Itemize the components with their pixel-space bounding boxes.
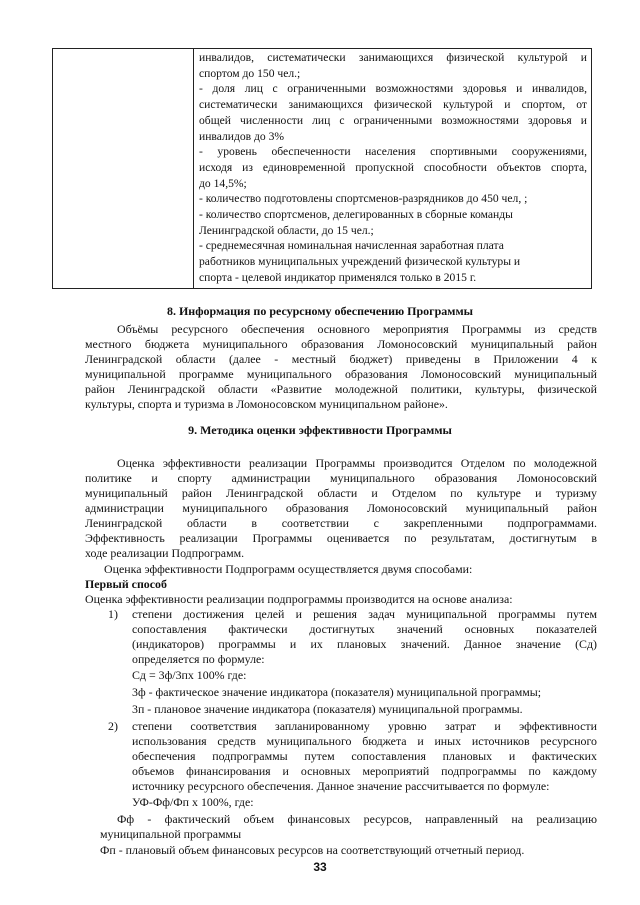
table-text-line: систематически занимающихся физической культурой и спортом, от bbox=[199, 98, 587, 112]
paragraph-line: культуры, спорта и туризма в Ломоносовском муниципальном районе». bbox=[85, 397, 448, 411]
paragraph-line: ходе реализации Подпрограмм. bbox=[85, 546, 245, 560]
table-text-line: общей численности лиц с ограниченными возможностями здоровья и bbox=[199, 113, 587, 127]
paragraph-line: Оценка эффективности реализации Программы производится Отделом по молодежной bbox=[117, 456, 597, 470]
table-text-line: спортом до 150 чел.; bbox=[199, 66, 301, 80]
table-text-line: инвалидов, систематически занимающихся физической культурой и bbox=[199, 51, 587, 64]
list-item-line: степени достижения целей и решения задач муниципальной программы путем bbox=[132, 607, 597, 621]
page-number: 33 bbox=[313, 860, 327, 874]
list-item-number: 2) bbox=[108, 719, 118, 733]
list-item-line: обеспечения подпрограммы путем сопоставления плановых и фактических bbox=[132, 749, 597, 763]
paragraph-line: Ленинградской области в соответствии с закрепленными подпрограммами. bbox=[85, 516, 597, 530]
table-text-line: спорта - целевой индикатор применялся только в 2015 г. bbox=[199, 270, 477, 284]
list-item-line: объемов финансирования и основных мероприятий подпрограммы по каждому bbox=[132, 764, 597, 778]
formula-2-ff: Фф - фактический объем финансовых ресурсов, направленный на реализацию bbox=[117, 812, 597, 826]
list-item-line: использования средств муниципального бюджета и иных источников ресурсного bbox=[132, 734, 597, 748]
table-text-line: - количество подготовлены спортсменов-разрядников до 450 чел, ; bbox=[199, 192, 528, 206]
formula-1: Сд = 3ф/3пх 100% где: bbox=[132, 668, 247, 682]
table-text-line: - доля лиц с ограниченными возможностями здоровья и инвалидов, bbox=[199, 82, 587, 96]
table-text-line: инвалидов до 3% bbox=[199, 129, 285, 143]
table-text-line: до 14,5%; bbox=[199, 176, 247, 190]
table-row bbox=[53, 49, 592, 289]
formula-2: УФ-Фф/Фп х 100%, где: bbox=[132, 795, 254, 809]
table-text-line: - количество спортсменов, делегированных в сборные команды bbox=[199, 208, 513, 222]
list-item-line: (индикаторов) программы и их плановых значений. Данное значение (Сд) bbox=[132, 637, 597, 651]
formula-1-zf: 3ф - фактическое значение индикатора (показателя) муниципальной программы; bbox=[132, 685, 542, 699]
table-cell-right bbox=[194, 49, 592, 289]
formula-2-ff: муниципальной программы bbox=[100, 827, 242, 841]
paragraph-line: Ленинградской области (далее - местный бюджет) приведены в Приложении 4 к bbox=[85, 352, 597, 366]
paragraph-line: муниципальной программе муниципального образования Ломоносовский муниципальный bbox=[85, 367, 597, 381]
table-text-line: Ленинградской области, до 15 чел.; bbox=[199, 223, 374, 237]
paragraph-line: Объёмы ресурсного обеспечения основного мероприятия Программы из средств bbox=[117, 322, 597, 336]
table-text-line: - уровень обеспеченности населения спортивными сооружениями, bbox=[199, 145, 587, 159]
list-item-line: определяется по формуле: bbox=[132, 652, 265, 666]
table-text-line: работников муниципальных учреждений физической культуры и bbox=[199, 255, 521, 269]
paragraph-line: администрации муниципального образования Ломоносовский муниципальный район bbox=[85, 501, 597, 515]
paragraph-line: Эффективность реализации Программы оценивается по результатам, достигнутым в bbox=[85, 531, 597, 545]
paragraph-line: район Ленинградской области «Развитие молодежной политики, культуры, физической bbox=[85, 382, 597, 396]
list-item-line: сопоставления фактически достигнутых значений основных показателей bbox=[132, 622, 597, 636]
section-8-heading: 8. Информация по ресурсному обеспечению Программы bbox=[166, 304, 474, 318]
paragraph-line: политике и спорту администрации муниципального образования Ломоносовский bbox=[85, 471, 597, 485]
section-9-heading: 9. Методика оценки эффективности Программы bbox=[188, 423, 452, 437]
formula-1-zp: 3п - плановое значение индикатора (показателя) муниципальной программы. bbox=[132, 702, 523, 716]
list-item-line: степени соответствия запланированному уровню затрат и эффективности bbox=[132, 719, 597, 733]
table-text-line: - среднемесячная номинальная начисленная заработная плата bbox=[199, 239, 504, 253]
methods-intro: Оценка эффективности Подпрограмм осуществляется двумя способами: bbox=[104, 562, 473, 576]
table-cell-left bbox=[53, 49, 194, 289]
paragraph-line: муниципальный район Ленинградской области и Отделом по культуре и туризму bbox=[85, 486, 597, 500]
first-method-heading: Первый способ bbox=[85, 577, 167, 591]
analysis-intro: Оценка эффективности реализации подпрограммы производится на основе анализа: bbox=[85, 592, 513, 606]
table-text-line: исходя из единовременной пропускной способности объектов спорта, bbox=[199, 160, 587, 174]
paragraph-line: местного бюджета муниципального образования Ломоносовский муниципальный район bbox=[85, 337, 597, 351]
list-item-line: источнику ресурсного обеспечения. Данное значение рассчитывается по формуле: bbox=[132, 779, 550, 793]
list-item-number: 1) bbox=[108, 607, 118, 621]
formula-2-fp: Фп - плановый объем финансовых ресурсов на соответствующий отчетный период. bbox=[100, 843, 525, 857]
indicators-table bbox=[52, 48, 592, 289]
